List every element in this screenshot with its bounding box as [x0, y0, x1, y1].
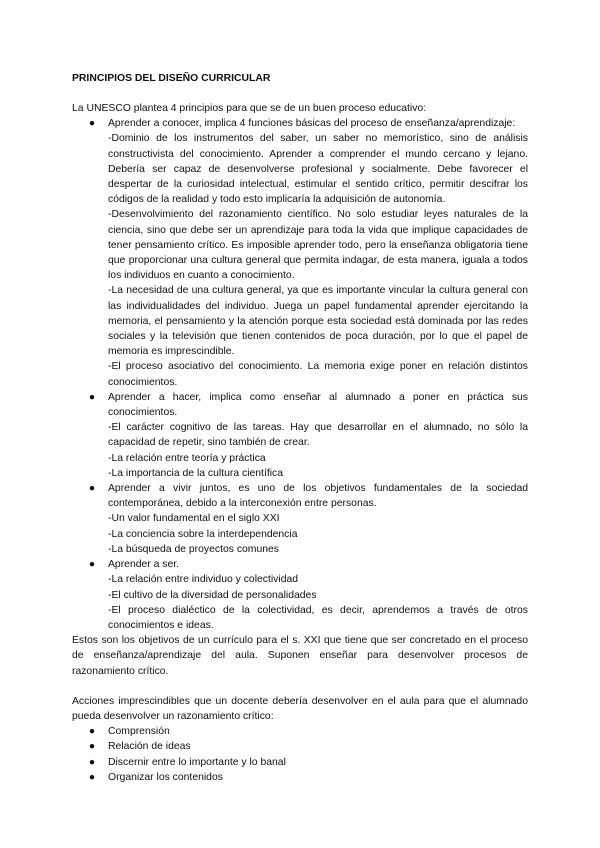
- action-item: [72, 755, 528, 770]
- actions-list: [72, 724, 528, 785]
- document-page: [72, 71, 528, 785]
- principle-lead: Aprender a ser.: [108, 559, 180, 571]
- action-item: [72, 724, 528, 739]
- principle-item-aprender-a-vivir-juntos: [72, 481, 528, 557]
- principle-subpoint: -El cultivo de la diversidad de personalidades: [108, 589, 317, 601]
- bullet-icon: ●: [88, 771, 96, 783]
- bullet-icon: ●: [88, 118, 96, 130]
- principle-lead: Aprender a vivir juntos, es uno de los objetivos fundamentales de la sociedad contemporánea, debido a la interconexión entre personas.: [108, 483, 528, 510]
- principle-subpoint: -La necesidad de una cultura general, ya que es importante vincular la cultura general con las individualidades del individuo. Juega un papel fundamental aprender ejercitando la memoria, el pensamiento y la atención porque esta sociedad está dominada por las redes sociales y la televisión que tienen contenidos de poca duración, por lo que el papel de memoria es imprescindible.: [108, 285, 528, 358]
- action-label: Discernir entre lo importante y lo banal: [108, 756, 286, 768]
- principle-subpoint: -Dominio de los instrumentos del saber, un saber no memorístico, sino de análisis constructivista del conocimiento. Aprender a comprender el mundo cercano y lejano. Debería ser capaz de desenvolverse profesional y socialmente. Debe favorecer el despertar de la curiosidad intelectual, estimular el sentido crítico, permitir descifrar los códigos de la realidad y todo esto implicaría la adquisición de autonomía.: [108, 133, 528, 206]
- principle-subpoint: -La conciencia sobre la interdependencia: [108, 528, 298, 540]
- action-item: [72, 739, 528, 754]
- principle-subpoint: -La búsqueda de proyectos comunes: [108, 543, 279, 555]
- principle-lead: Aprender a conocer, implica 4 funciones básicas del proceso de enseñanza/aprendizaje:: [108, 118, 516, 130]
- principle-lead: Aprender a hacer, implica como enseñar al alumnado a poner en práctica sus conocimientos.: [108, 391, 528, 419]
- paragraph-spacer: [72, 679, 528, 694]
- principles-list: [72, 116, 528, 633]
- bullet-icon: ●: [88, 726, 96, 738]
- bullet-icon: ●: [88, 483, 96, 495]
- principle-subpoint: -Un valor fundamental en el siglo XXI: [108, 513, 280, 525]
- bullet-icon: ●: [88, 756, 96, 768]
- bullet-icon: ●: [88, 741, 96, 753]
- principle-subpoint: -La importancia de la cultura científica: [108, 467, 283, 479]
- principle-subpoint: -El proceso dialéctico de la colectividad, es decir, aprendemos a través de otros conocimientos e ideas.: [108, 604, 528, 631]
- principle-subpoint: -La relación entre teoría y práctica: [108, 452, 266, 464]
- principle-subpoint: -La relación entre individuo y colectividad: [108, 574, 299, 586]
- principle-item-aprender-a-hacer: [72, 390, 528, 481]
- principle-subpoint: -El proceso asociativo del conocimiento. La memoria exige poner en relación distintos conocimientos.: [108, 361, 528, 388]
- principle-subpoint: -El carácter cognitivo de las tareas. Hay que desarrollar en el alumnado, no sólo la capacidad de repetir, sino también de crear.: [108, 422, 528, 449]
- bullet-icon: ●: [88, 391, 96, 403]
- principle-subpoint: -Desenvolvimiento del razonamiento científico. No solo estudiar leyes naturales de la ciencia, sino que debe ser un aprendizaje para toda la vida que implique capacidades de tener pensamiento crítico. Es imposible aprender todo, pero la enseñanza obligatoria tiene que proporcionar una cultura general que permita indagar, de esta manera, iguala a todos los individuos en cuanto a conocimiento.: [108, 209, 528, 282]
- action-label: Organizar los contenidos: [108, 771, 223, 783]
- actions-intro-paragraph: Acciones imprescindibles que un docente debería desenvolver en el aula para que el alumnado pueda desenvolver un razonamiento crítico:: [72, 695, 528, 722]
- bullet-icon: ●: [88, 559, 96, 571]
- action-label: Relación de ideas: [108, 741, 191, 753]
- principle-item-aprender-a-conocer: [72, 116, 528, 390]
- conclusion-paragraph: Estos son los objetivos de un currículo para el s. XXI que tiene que ser concretado en el proceso de enseñanza/aprendizaje del aula. Suponen enseñar para desenvolver procesos de razonamiento crítico.: [72, 635, 528, 677]
- page-title: PRINCIPIOS DEL DISEÑO CURRICULAR: [72, 73, 271, 84]
- action-label: Comprensión: [108, 726, 170, 738]
- principle-item-aprender-a-ser: [72, 557, 528, 633]
- action-item: [72, 770, 528, 785]
- intro-paragraph: La UNESCO plantea 4 principios para que se de un buen proceso educativo:: [72, 103, 427, 114]
